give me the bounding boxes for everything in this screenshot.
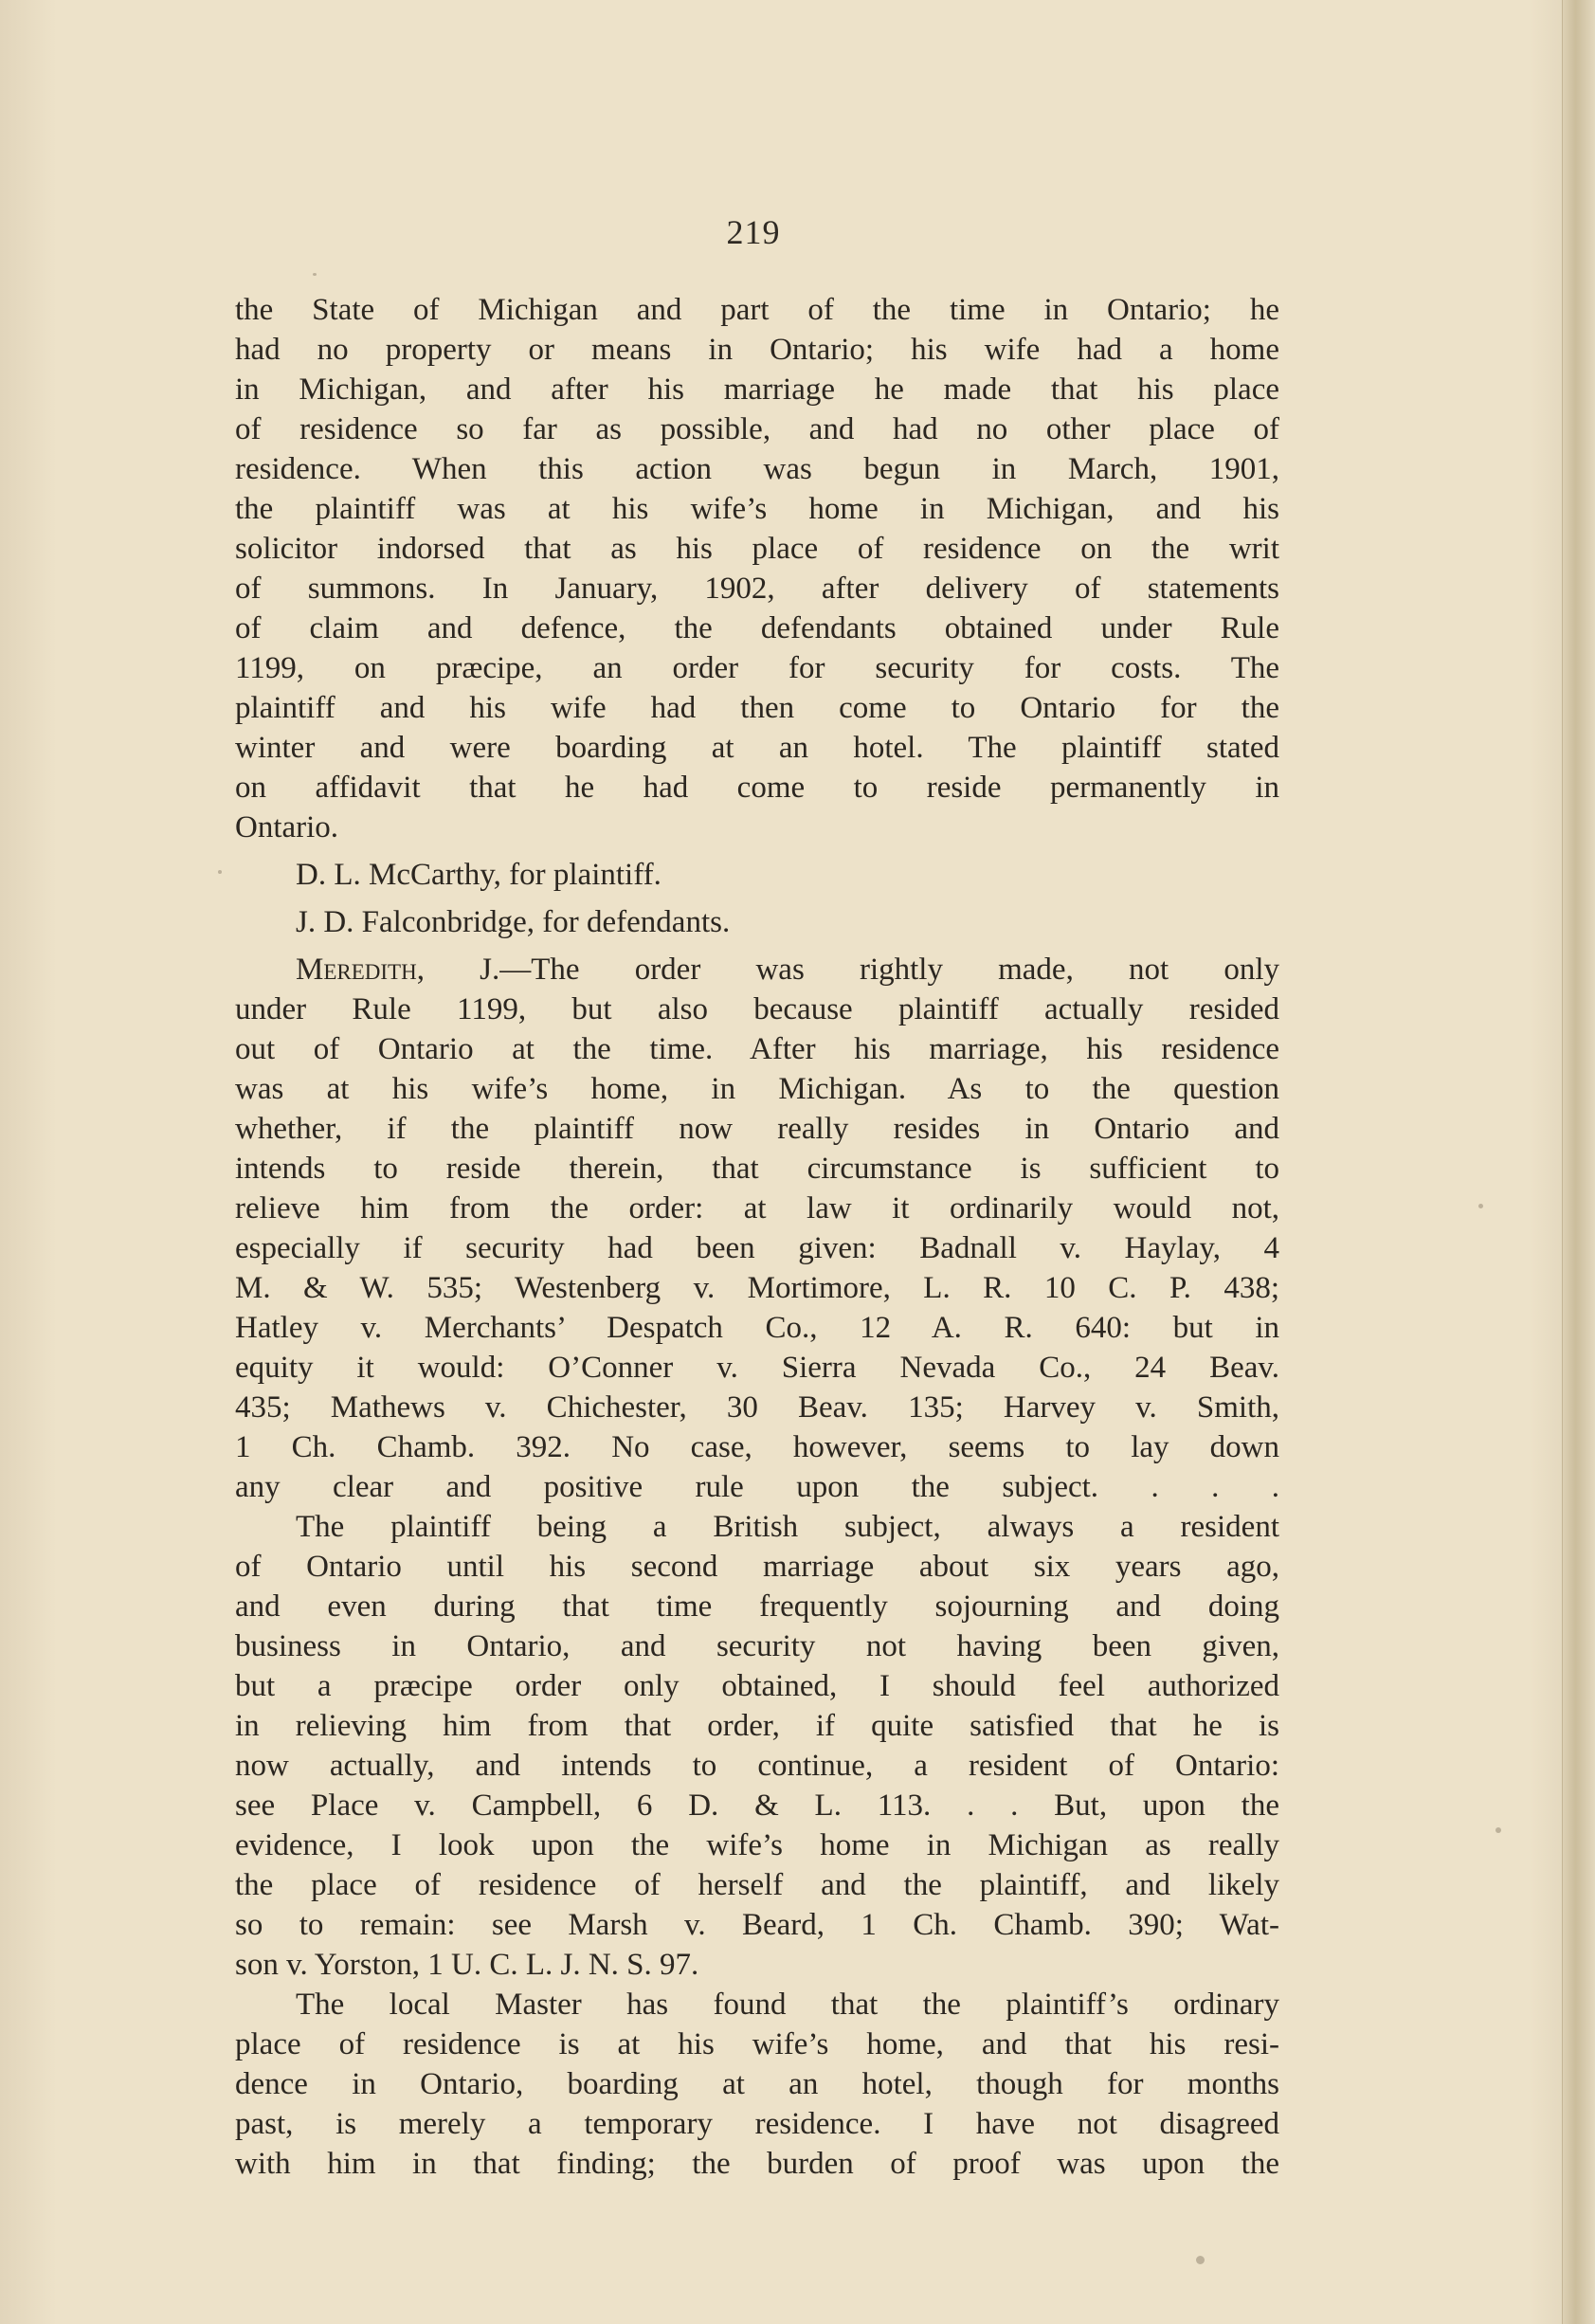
text-line: The local Master has found that the plaintiff’s ordinary [296, 1988, 1279, 2022]
text-line: place of residence is at his wife’s home, and that his resi- [235, 2027, 1279, 2061]
text-line: Ontario. [235, 810, 339, 844]
text-line: business in Ontario, and security not having been given, [235, 1629, 1279, 1663]
text-paragraph [235, 1985, 1279, 2184]
paper-speck [1478, 1204, 1483, 1208]
text-line: the State of Michigan and part of the time in Ontario; he [235, 293, 1279, 327]
text-line: winter and were boarding at an hotel. The plaintiff stated [235, 731, 1279, 765]
page-gutter-edge [1562, 0, 1595, 2324]
text-line: especially if security had been given: Badnall v. Haylay, 4 [235, 1231, 1279, 1265]
text-line: past, is merely a temporary residence. I have not disagreed [235, 2107, 1279, 2141]
text-line: Hatley v. Merchants’ Despatch Co., 12 A. R. 640: but in [235, 1311, 1279, 1345]
paper-speck [218, 870, 222, 874]
text-line: on affidavit that he had come to reside permanently in [235, 771, 1279, 805]
text-line: solicitor indorsed that as his place of residence on the writ [235, 532, 1279, 566]
text-line: 1 Ch. Chamb. 392. No case, however, seems to lay down [235, 1430, 1279, 1464]
text-line: of claim and defence, the defendants obtained under Rule [235, 611, 1279, 645]
text-line: 1199, on præcipe, an order for security for costs. The [235, 651, 1279, 685]
text-line: any clear and positive rule upon the subject. . . . [235, 1470, 1279, 1504]
text-line: 435; Mathews v. Chichester, 30 Beav. 135; Harvey v. Smith, [235, 1390, 1279, 1425]
judge-name: Meredith [296, 953, 417, 987]
text-line: in Michigan, and after his marriage he made that his place [235, 372, 1279, 407]
text-line: now actually, and intends to continue, a resident of Ontario: [235, 1749, 1279, 1783]
page-number: 219 [726, 213, 781, 251]
text-line: equity it would: O’Conner v. Sierra Nevada Co., 24 Beav. [235, 1351, 1279, 1385]
paper-speck [1196, 2256, 1205, 2264]
text-line: see Place v. Campbell, 6 D. & L. 113. . . But, upon the [235, 1788, 1279, 1823]
page-body-text [235, 290, 1279, 2184]
text-paragraph [235, 1507, 1279, 1985]
text-line: under Rule 1199, but also because plaintiff actually resided [235, 992, 1279, 1026]
text-line: of residence so far as possible, and had no other place of [235, 412, 1279, 446]
text-line: and even during that time frequently sojourning and doing [235, 1589, 1279, 1624]
judgment-paragraph [235, 950, 1279, 1507]
text-line: intends to reside therein, that circumstance is sufficient to [235, 1152, 1279, 1186]
text-line [235, 950, 1279, 990]
text-line: was at his wife’s home, in Michigan. As to the question [235, 1072, 1279, 1106]
text-line: with him in that finding; the burden of proof was upon the [235, 2147, 1279, 2181]
text-line: plaintiff and his wife had then come to Ontario for the [235, 691, 1279, 725]
text-line: but a præcipe order only obtained, I should feel authorized [235, 1669, 1279, 1703]
text-line: evidence, I look upon the wife’s home in Michigan as really [235, 1828, 1279, 1862]
text-line: dence in Ontario, boarding at an hotel, though for months [235, 2067, 1279, 2101]
text-line: D. L. McCarthy, for plaintiff. [296, 858, 662, 892]
paragraph-gap [235, 942, 1279, 950]
counsel-line [235, 902, 1279, 942]
text-line: the place of residence of herself and the plaintiff, and likely [235, 1868, 1279, 1902]
text-line: son v. Yorston, 1 U. C. L. J. N. S. 97. [235, 1948, 699, 1982]
text-line: of summons. In January, 1902, after delivery of statements [235, 572, 1279, 606]
text-line: so to remain: see Marsh v. Beard, 1 Ch. Chamb. 390; Wat- [235, 1908, 1279, 1942]
text-line: J. D. Falconbridge, for defendants. [296, 905, 731, 939]
text-line: out of Ontario at the time. After his marriage, his residence [235, 1032, 1279, 1066]
text-line: residence. When this action was begun in March, 1901, [235, 452, 1279, 486]
text-line: in relieving him from that order, if quite satisfied that he is [235, 1709, 1279, 1743]
paper-speck [1495, 1827, 1501, 1833]
text-line: M. & W. 535; Westenberg v. Mortimore, L. R. 10 C. P. 438; [235, 1271, 1279, 1305]
paper-speck [313, 273, 317, 276]
text-line: of Ontario until his second marriage about six years ago, [235, 1550, 1279, 1584]
text-line: the plaintiff was at his wife’s home in Michigan, and his [235, 492, 1279, 526]
paragraph-gap [235, 895, 1279, 902]
text-line: The plaintiff being a British subject, always a resident [296, 1510, 1279, 1544]
text-line: relieve him from the order: at law it ordinarily would not, [235, 1191, 1279, 1226]
text-paragraph [235, 290, 1279, 847]
paragraph-gap [235, 847, 1279, 855]
text-line-content: , J.—The order was rightly made, not only [416, 953, 1279, 987]
counsel-line [235, 855, 1279, 895]
text-line: had no property or means in Ontario; his wife had a home [235, 333, 1279, 367]
text-line: whether, if the plaintiff now really resides in Ontario and [235, 1112, 1279, 1146]
